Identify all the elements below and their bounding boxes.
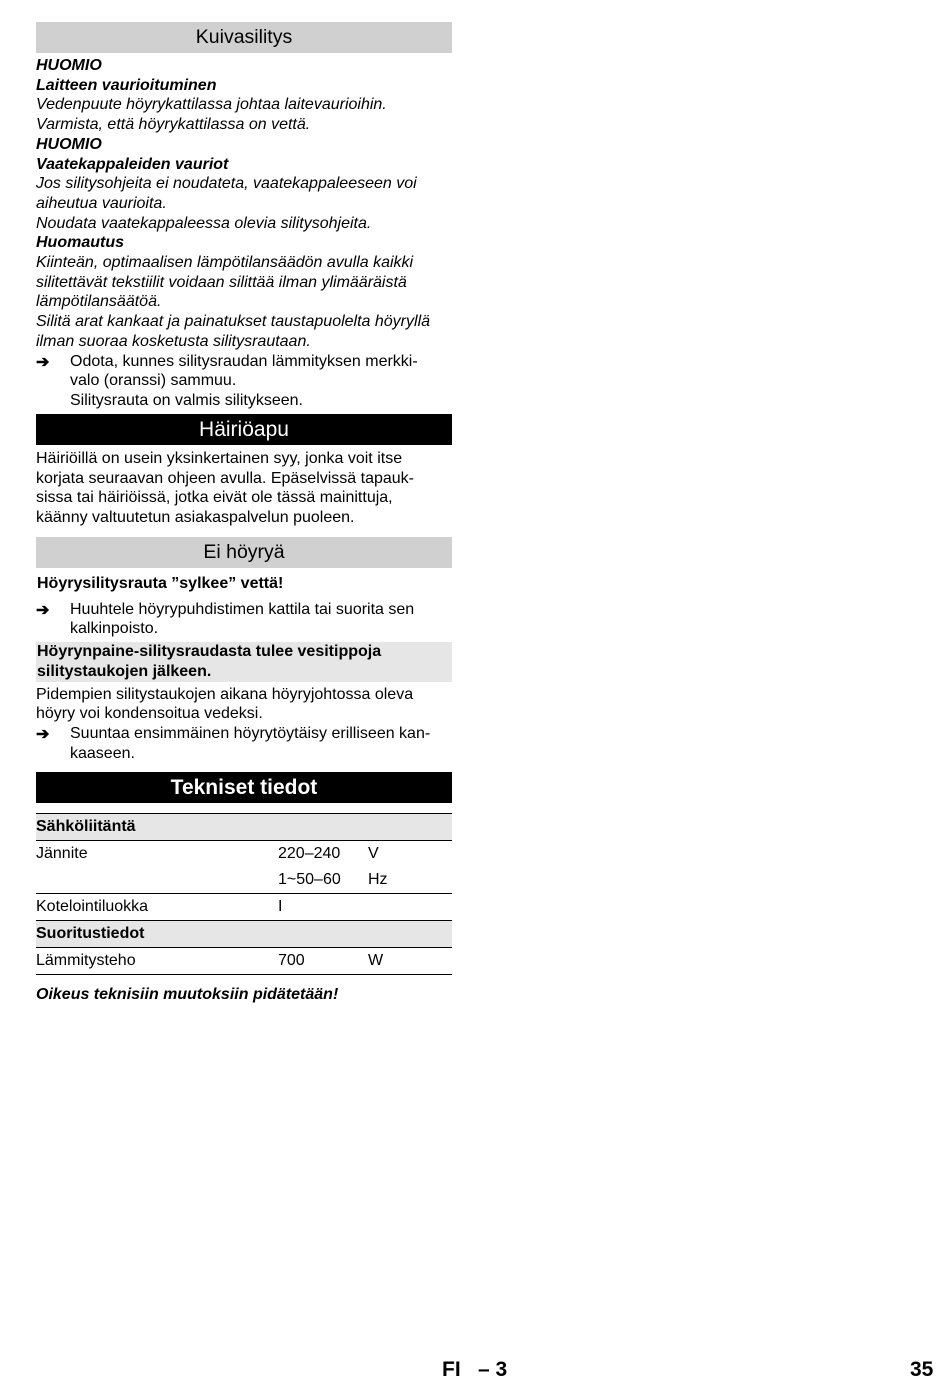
spec-group-label: Suoritustiedot	[36, 921, 452, 948]
note-text: silitettävät tekstiilit voidaan silittää ilman ylimääräistä	[36, 273, 407, 291]
disclaimer: Oikeus teknisiin muutoksiin pidätetään!	[36, 986, 339, 1003]
step-text: Huuhtele höyrypuhdistimen kattila tai suorita sen	[70, 600, 415, 618]
instruction-step	[36, 600, 452, 639]
notice-text: Varmista, että höyrykattilassa on vettä.	[36, 116, 311, 134]
arrow-right-icon: ➔	[36, 353, 50, 371]
notice-text: Noudata vaatekappaleessa olevia silitysohjeita.	[36, 214, 372, 232]
section-title-ei-hoyrya: Ei höyryä	[36, 537, 452, 568]
problem-heading: Höyrysilitysrauta ”sylkee” vettä!	[37, 575, 284, 592]
notice-text: Vedenpuute höyrykattilassa johtaa laitevaurioihin.	[36, 96, 387, 114]
intro-text: käänny valtuutetun asiakaspalvelun puoleen.	[36, 509, 355, 527]
section-title-tekniset-tiedot: Tekniset tiedot	[36, 772, 452, 803]
section-hairioapu	[36, 414, 452, 528]
problem-heading-box	[36, 642, 452, 681]
spec-unit: Hz	[368, 867, 452, 894]
step-text: valo (oranssi) sammuu.	[70, 372, 237, 390]
section-title-hairioapu: Häiriöapu	[36, 414, 452, 445]
arrow-right-icon: ➔	[36, 725, 50, 743]
problem-heading: Höyrynpaine-silitysraudasta tulee vesitippoja	[37, 643, 382, 661]
footer-section-page: – 3	[478, 1358, 508, 1381]
note-label: Huomautus	[36, 234, 124, 252]
cause-text: Pidempien silitystaukojen aikana höyryjohtossa oleva	[36, 685, 414, 703]
spec-unit	[368, 894, 452, 921]
spec-unit: V	[368, 845, 379, 862]
problem-heading: silitystaukojen jälkeen.	[37, 662, 212, 680]
step-result: Silitysrauta on valmis silitykseen.	[70, 391, 303, 409]
note-text: lämpötilansäätöä.	[36, 293, 162, 311]
intro-text: korjata seuraavan ohjeen avulla. Epäselvissä tapauk-	[36, 469, 415, 487]
notice-label: HUOMIO	[36, 57, 102, 74]
notice-heading: Laitteen vaurioituminen	[36, 76, 217, 94]
spec-group-row	[36, 921, 452, 948]
spec-label: Kotelointiluokka	[36, 894, 278, 921]
spec-group-row	[36, 814, 452, 841]
spec-row	[36, 841, 452, 868]
instruction-step	[36, 352, 452, 411]
spec-value: 1~50–60	[278, 867, 368, 894]
spec-value: 700	[278, 948, 368, 975]
intro-text: sissa tai häiriöissä, jotka eivät ole tässä mainittuja,	[36, 489, 393, 507]
spec-row	[36, 867, 452, 894]
spec-table	[36, 813, 452, 975]
section-ei-hoyrya	[36, 537, 452, 763]
intro-text: Häiriöillä on usein yksinkertainen syy, jonka voit itse	[36, 450, 403, 467]
spec-label: Jännite	[36, 845, 88, 862]
spec-unit: W	[368, 948, 452, 975]
step-text: Odota, kunnes silitysraudan lämmityksen merkki-	[70, 352, 418, 370]
notice-heading: Vaatekappaleiden vauriot	[36, 155, 229, 173]
footer-language: FI	[442, 1358, 461, 1381]
instruction-step	[36, 724, 452, 763]
note-text: Kiinteän, optimaalisen lämpötilansäädön avulla kaikki	[36, 254, 414, 272]
step-text: kalkinpoisto.	[70, 620, 159, 638]
spec-group-label: Sähköliitäntä	[36, 814, 452, 841]
spec-label: Lämmitysteho	[36, 948, 278, 975]
page-number: 35	[910, 1358, 934, 1381]
step-text: Suuntaa ensimmäinen höyrytöytäisy erilliseen kan-	[70, 724, 431, 742]
note-text: ilman suoraa kosketusta silitysrautaan.	[36, 332, 311, 350]
step-text: kaaseen.	[70, 744, 135, 762]
section-kuivasilitys	[36, 22, 452, 411]
spec-label	[36, 867, 278, 894]
section-tekniset-tiedot	[36, 772, 452, 1005]
spec-row	[36, 894, 452, 921]
notice-label: HUOMIO	[36, 135, 102, 153]
spec-row	[36, 948, 452, 975]
arrow-right-icon: ➔	[36, 601, 50, 619]
spec-value: 220–240	[278, 845, 341, 862]
notice-text: aiheutua vaurioita.	[36, 194, 167, 212]
note-text: Silitä arat kankaat ja painatukset taustapuolelta höyryllä	[36, 313, 431, 331]
section-title-kuivasilitys: Kuivasilitys	[36, 22, 452, 53]
spec-value: I	[278, 894, 368, 921]
notice-text: Jos silitysohjeita ei noudateta, vaatekappaleeseen voi	[36, 175, 417, 193]
cause-text: höyry voi kondensoitua vedeksi.	[36, 705, 263, 723]
